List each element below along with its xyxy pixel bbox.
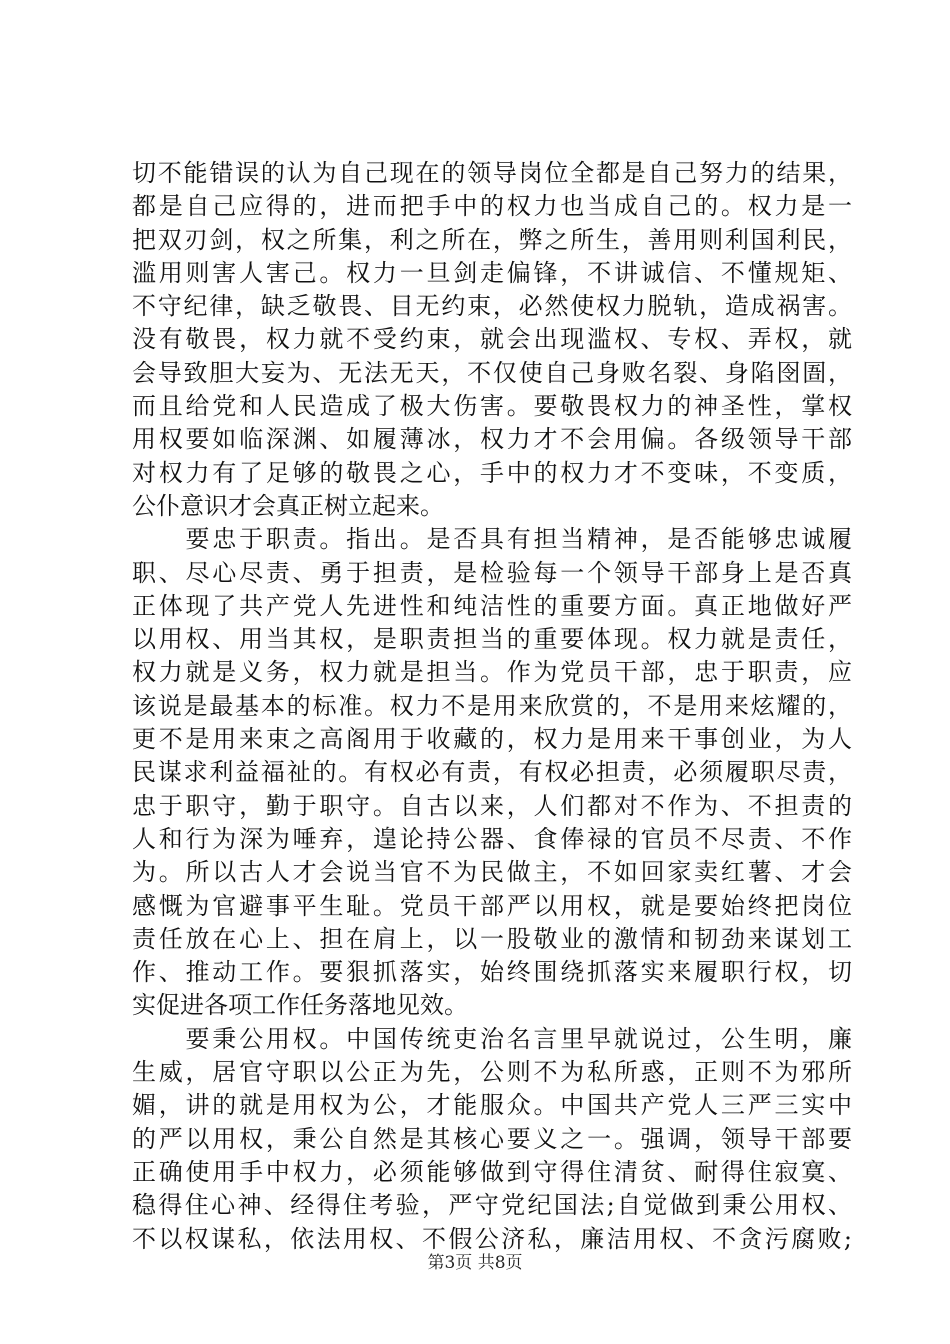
text-line: 滥用则害人害己。权力一旦剑走偏锋，不讲诚信、不懂规矩、: [132, 258, 852, 287]
document-body: [132, 157, 852, 1256]
text-line: 都是自己应得的，进而把手中的权力也当成自己的。权力是一: [132, 192, 852, 221]
text-line: 切不能错误的认为自己现在的领导岗位全都是自己努力的结果，: [132, 159, 852, 187]
text-line: 责任放在心上、担在肩上，以一股敬业的激情和韧劲来谋划工: [132, 924, 852, 953]
text-line: 公仆意识才会真正树立起来。: [132, 491, 444, 520]
text-line: 正确使用手中权力，必须能够做到守得住清贫、耐得住寂寞、: [132, 1157, 852, 1186]
text-line: 更不是用来束之高阁用于收藏的，权力是用来干事创业，为人: [132, 725, 852, 754]
text-line: 职、尽心尽责、勇于担责，是检验每一个领导干部身上是否真: [132, 558, 852, 587]
text-line: 人和行为深为唾弃，遑论持公器、食俸禄的官员不尽责、不作: [132, 824, 852, 853]
text-line: 的严以用权，秉公自然是其核心要义之一。强调，领导干部要: [132, 1124, 852, 1153]
text-line: 以用权、用当其权，是职责担当的重要体现。权力就是责任，: [132, 625, 852, 654]
text-line: 要忠于职责。指出。是否具有担当精神，是否能够忠诚履: [132, 525, 852, 554]
text-line: 实促进各项工作任务落地见效。: [132, 991, 468, 1020]
text-line: 生威，居官守职以公正为先，公则不为私所惑，正则不为邪所: [132, 1058, 852, 1087]
text-line: 对权力有了足够的敬畏之心，手中的权力才不变味，不变质，: [132, 458, 852, 487]
page-number-footer: 第3页 共8页: [427, 1253, 523, 1273]
text-line: 该说是最基本的标准。权力不是用来欣赏的，不是用来炫耀的，: [132, 691, 852, 720]
text-line: 要秉公用权。中国传统吏治名言里早就说过，公生明，廉: [132, 1024, 852, 1053]
text-line: 权力就是义务，权力就是担当。作为党员干部，忠于职责，应: [132, 658, 852, 687]
text-line: 没有敬畏，权力就不受约束，就会出现滥权、专权、弄权，就: [132, 325, 852, 354]
text-line: 媚，讲的就是用权为公，才能服众。中国共产党人三严三实中: [132, 1091, 852, 1120]
text-line: 民谋求利益福祉的。有权必有责，有权必担责，必须履职尽责，: [132, 758, 852, 787]
text-line: 作、推动工作。要狠抓落实，始终围绕抓落实来履职行权，切: [132, 958, 852, 987]
text-line: 不以权谋私，依法用权、不假公济私，廉洁用权、不贪污腐败;: [132, 1224, 852, 1253]
text-line: 为。所以古人才会说当官不为民做主，不如回家卖红薯、才会: [132, 858, 852, 887]
text-line: 感慨为官避事平生耻。党员干部严以用权，就是要始终把岗位: [132, 891, 852, 920]
text-line: 把双刃剑，权之所集，利之所在，弊之所生，善用则利国利民，: [132, 225, 852, 254]
text-line: 不守纪律，缺乏敬畏、目无约束，必然使权力脱轨，造成祸害。: [132, 292, 852, 321]
text-line: 用权要如临深渊、如履薄冰，权力才不会用偏。各级领导干部: [132, 425, 852, 454]
text-line: 而且给党和人民造成了极大伤害。要敬畏权力的神圣性，掌权: [132, 392, 852, 421]
text-line: 忠于职守，勤于职守。自古以来，人们都对不作为、不担责的: [132, 791, 852, 820]
text-line: 稳得住心神、经得住考验，严守党纪国法;自觉做到秉公用权、: [132, 1191, 852, 1220]
text-line: 正体现了共产党人先进性和纯洁性的重要方面。真正地做好严: [132, 591, 852, 620]
text-line: 会导致胆大妄为、无法无天，不仅使自己身败名裂、身陷囹圄，: [132, 358, 852, 387]
